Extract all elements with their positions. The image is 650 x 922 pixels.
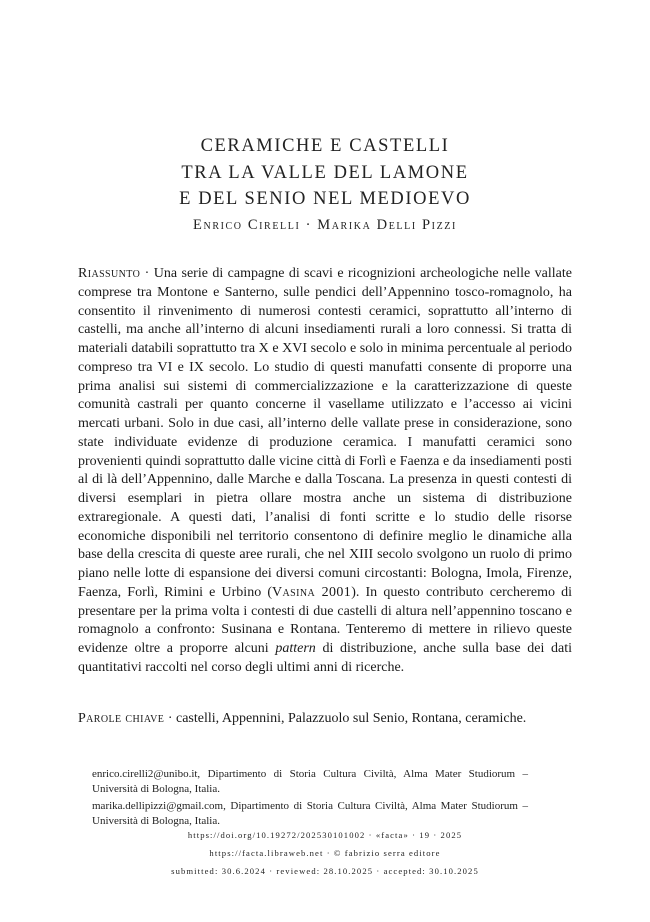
keywords-separator: · <box>164 711 176 726</box>
abstract-text-1: Una serie di campagne di scavi e ricognizioni archeologiche nelle vallate comprese tra Montone e Santerno, sulle pendici dell’Appennino tosco-romagnolo, ha consentito il rinvenimento di numerosi contesti ceramici, soprattutto all’interno di castelli, ma anche all’interno di alcuni insediamenti rurali a loro connessi. Si tratta di materiali databili soprattutto tra X e XVI secolo e solo in minima percentuale al periodo compreso tra VI e IX secolo. Lo studio di questi manufatti consente di proporre una prima analisi sui sistemi di commercializzazione e la caratterizzazione di queste comunità castrali per quanto concerne il vasellame utilizzato e l’accesso ai vicini mercati urbani. Solo in due casi, all’interno delle vallate prese in considerazione, sono state individuate evidenze di produzione ceramica. I manufatti ceramici sono provenienti quindi soprattutto dalle vicine città di Forlì e Faenza e da insediamenti posti al di là dell’Appennino, dalle Marche e dalla Toscana. La presenza in questi contesti di diversi esemplari in pietra ollare mostra anche un sistema di distribuzione extraregionale. A questi dati, l’analisi di fonti scritte e lo studio delle risorse economiche disponibili nel territorio consentono di definire meglio le dinamiche alla base della crescita di queste aree rurali, che nel XIII secolo svolgono un ruolo di primo piano nelle lotte di espansione dei diversi comuni circostanti: Bologna, Imola, Firenze, Faenza, Forlì, Rimini e Urbino ( <box>78 266 572 600</box>
abstract-text-3: di distribuzione, anche sulla base dei dati quantitativi raccolti nel corso degli ultimi anni di ricerche. <box>78 641 572 675</box>
title-line-2: TRA LA VALLE DEL LAMONE <box>181 162 469 183</box>
abstract-text-2: ). In questo contributo cercheremo di presentare per la prima volta i contesti di due castelli di altura nell’appennino toscano e romagnolo a confronto: Susinana e Rontana. Tenteremo di mettere in rilievo queste evidenze oltre a proporre alcuni <box>78 584 573 656</box>
abstract-italic-word: pattern <box>275 641 316 656</box>
footer-doi-line: https://doi.org/10.19272/202530101002 · «facta» · 19 · 2025 <box>187 830 463 840</box>
author-note-1: enrico.cirelli2@unibo.it, Dipartimento di Storia Cultura Civiltà, Alma Mater Studiorum – Università di Bologna, Italia. <box>92 768 528 795</box>
abstract <box>78 265 572 678</box>
keywords-text: castelli, Appennini, Palazzuolo sul Senio, Rontana, ceramiche. <box>175 711 527 726</box>
abstract-label: Riassunto <box>78 266 141 281</box>
article-title <box>0 133 650 213</box>
title-line-1: CERAMICHE E CASTELLI <box>200 136 450 156</box>
keywords <box>78 710 572 729</box>
footer-publisher-line: https://facta.libraweb.net · © fabrizio serra editore <box>209 848 441 858</box>
abstract-separator: · <box>140 266 154 281</box>
title-line-3: E DEL SENIO NEL MEDIOEVO <box>179 189 471 209</box>
keywords-label: Parole chiave <box>78 711 165 726</box>
footer-dates-line: submitted: 30.6.2024 · reviewed: 28.10.2025 · accepted: 30.10.2025 <box>171 866 479 876</box>
abstract-citation: Vasina 2001 <box>272 584 352 600</box>
authors: Enrico Cirelli · Marika Delli Pizzi <box>193 217 457 233</box>
author-note-2: marika.dellipizzi@gmail.com, Dipartimento di Storia Cultura Civiltà, Alma Mater Studiorum – Università di Bologna, Italia. <box>92 800 528 827</box>
author-notes <box>92 767 528 831</box>
